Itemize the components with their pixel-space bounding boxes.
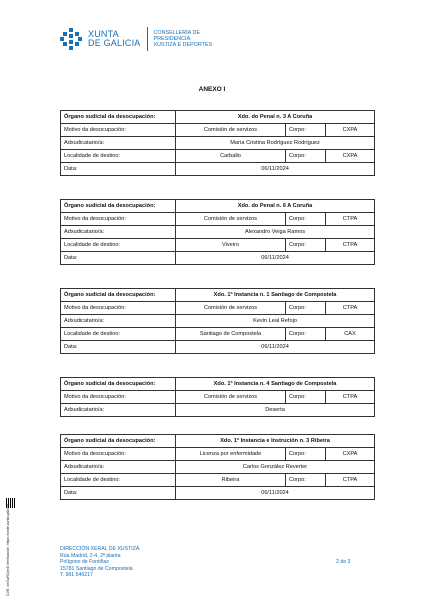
organ-label: Órgano xudicial da desocupación:: [61, 378, 176, 391]
vacancy-table: [60, 434, 375, 500]
data-label: Data:: [61, 252, 176, 265]
organ-value: Xdo. 1ª Instancia e Instrución n. 3 Ribeira: [176, 435, 375, 448]
vacancy-table: [60, 110, 375, 176]
logo-line1: XUNTA: [88, 29, 119, 39]
corpo-label: Corpo:: [286, 328, 326, 341]
organ-label: Órgano xudicial da desocupación:: [61, 289, 176, 302]
data-value: 06/11/2024: [176, 341, 375, 354]
motivo-label: Motivo da desocupación:: [61, 448, 176, 461]
footer-line1: DIRECCIÓN XERAL DE XUSTIZA: [60, 546, 140, 552]
table-row: [61, 124, 375, 137]
organ-value: Xdo. 1ª Instancia n. 4 Santiago de Compostela: [176, 378, 375, 391]
table-row: [61, 487, 375, 500]
motivo-value: Licenza por enfermidade: [176, 448, 286, 461]
adxudicatario-label: Adxudicatario/a:: [61, 461, 176, 474]
corpo-value: CTPA: [326, 302, 375, 315]
corpo-value: CTPA: [326, 239, 375, 252]
adxudicatario-value: Deserta: [176, 404, 375, 417]
organ-label: Órgano xudicial da desocupación:: [61, 435, 176, 448]
adxudicatario-value: María Cristina Rodríguez Rodríguez: [176, 137, 375, 150]
adxudicatario-value: Carlos González Reverter: [176, 461, 375, 474]
corpo-label: Corpo:: [286, 150, 326, 163]
table-row: [61, 315, 375, 328]
corpo-label: Corpo:: [286, 474, 326, 487]
organ-label: Órgano xudicial da desocupación:: [61, 111, 176, 124]
xunta-logo-icon: [60, 28, 82, 50]
motivo-label: Motivo da desocupación:: [61, 124, 176, 137]
localidade-label: Localidade de destino:: [61, 328, 176, 341]
motivo-value: Comisión de servizos: [176, 391, 286, 404]
vacancy-table: [60, 288, 375, 354]
corpo-value: CXPA: [326, 124, 375, 137]
verification-code: CVE: cmSzRf2jm8 Verificación: https://sede.xunta.gal/cve: [6, 504, 10, 596]
data-value: 06/11/2024: [176, 163, 375, 176]
header: [60, 26, 212, 52]
localidade-value: Ribeira: [176, 474, 286, 487]
footer-line2: Rúa Madrid, 2-4, 2ª planta: [60, 552, 121, 559]
motivo-value: Comisión de servizos: [176, 213, 286, 226]
dept-line2: PRESIDENCIA,: [153, 35, 192, 42]
adxudicatario-value: Alexandro Veiga Ramos: [176, 226, 375, 239]
localidade-value: Carballo: [176, 150, 286, 163]
dept-line1: CONSELLERÍA DE: [153, 29, 200, 36]
localidade-label: Localidade de destino:: [61, 150, 176, 163]
motivo-label: Motivo da desocupación:: [61, 302, 176, 315]
organ-value: Xdo. do Penal n. 6 A Coruña: [176, 200, 375, 213]
adxudicatario-value: Kevin Leal Refojo: [176, 315, 375, 328]
table-row: [61, 213, 375, 226]
table-row: [61, 226, 375, 239]
table-row: [61, 378, 375, 391]
table-row: [61, 391, 375, 404]
table-row: [61, 474, 375, 487]
data-label: Data:: [61, 341, 176, 354]
table-row: [61, 137, 375, 150]
adxudicatario-label: Adxudicatario/a:: [61, 137, 176, 150]
motivo-label: Motivo da desocupación:: [61, 391, 176, 404]
localidade-label: Localidade de destino:: [61, 239, 176, 252]
table-row: [61, 150, 375, 163]
data-label: Data:: [61, 487, 176, 500]
organ-label: Órgano xudicial da desocupación:: [61, 200, 176, 213]
corpo-label: Corpo:: [286, 239, 326, 252]
motivo-label: Motivo da desocupación:: [61, 213, 176, 226]
dept-line3: XUSTIZA E DEPORTES: [153, 42, 213, 49]
localidade-label: Localidade de destino:: [61, 474, 176, 487]
data-value: 06/11/2024: [176, 252, 375, 265]
corpo-value: CTPA: [326, 213, 375, 226]
table-row: [61, 302, 375, 315]
footer-line3: Polígono de Fontiñas: [60, 559, 110, 565]
corpo-value: CTPA: [326, 474, 375, 487]
table-row: [61, 328, 375, 341]
table-row: [61, 461, 375, 474]
motivo-value: Comisión de servizos: [176, 302, 286, 315]
data-value: 06/11/2024: [176, 487, 375, 500]
logo-text: [88, 30, 141, 48]
footer-line4: 15781 Santiago de Compostela: [60, 565, 133, 572]
footer-address: [60, 546, 139, 579]
logo-line2: DE GALICIA: [88, 38, 141, 48]
corpo-label: Corpo:: [286, 448, 326, 461]
organ-value: Xdo. 1ª Instancia n. 1 Santiago de Compostela: [176, 289, 375, 302]
table-row: [61, 252, 375, 265]
table-row: [61, 239, 375, 252]
adxudicatario-label: Adxudicatario/a:: [61, 226, 176, 239]
table-row: [61, 200, 375, 213]
table-row: [61, 448, 375, 461]
data-label: Data:: [61, 163, 176, 176]
corpo-value: CXPA: [326, 448, 375, 461]
table-row: [61, 111, 375, 124]
localidade-value: Viveiro: [176, 239, 286, 252]
annex-title: ANEXO I: [198, 86, 226, 93]
table-row: [61, 341, 375, 354]
corpo-value: CTPA: [326, 391, 375, 404]
table-row: [61, 435, 375, 448]
corpo-label: Corpo:: [286, 302, 326, 315]
vacancy-table: [60, 199, 375, 265]
footer-line5: T. 981 546217: [60, 572, 93, 578]
corpo-label: Corpo:: [286, 391, 326, 404]
table-row: [61, 163, 375, 176]
organ-value: Xdo. do Penal n. 3 A Coruña: [176, 111, 375, 124]
corpo-label: Corpo:: [286, 124, 326, 137]
corpo-value: CAX: [326, 328, 375, 341]
vacancy-table: [60, 377, 375, 417]
motivo-value: Comisión de servizos: [176, 124, 286, 137]
adxudicatario-label: Adxudicatario/a:: [61, 404, 176, 417]
logo-divider: [147, 27, 148, 51]
localidade-value: Santiago de Compostela: [176, 328, 286, 341]
page-number: 2 de 3: [336, 559, 351, 565]
adxudicatario-label: Adxudicatario/a:: [61, 315, 176, 328]
department-name: [154, 30, 213, 49]
corpo-label: Corpo:: [286, 213, 326, 226]
corpo-value: CXPA: [326, 150, 375, 163]
table-row: [61, 289, 375, 302]
table-row: [61, 404, 375, 417]
